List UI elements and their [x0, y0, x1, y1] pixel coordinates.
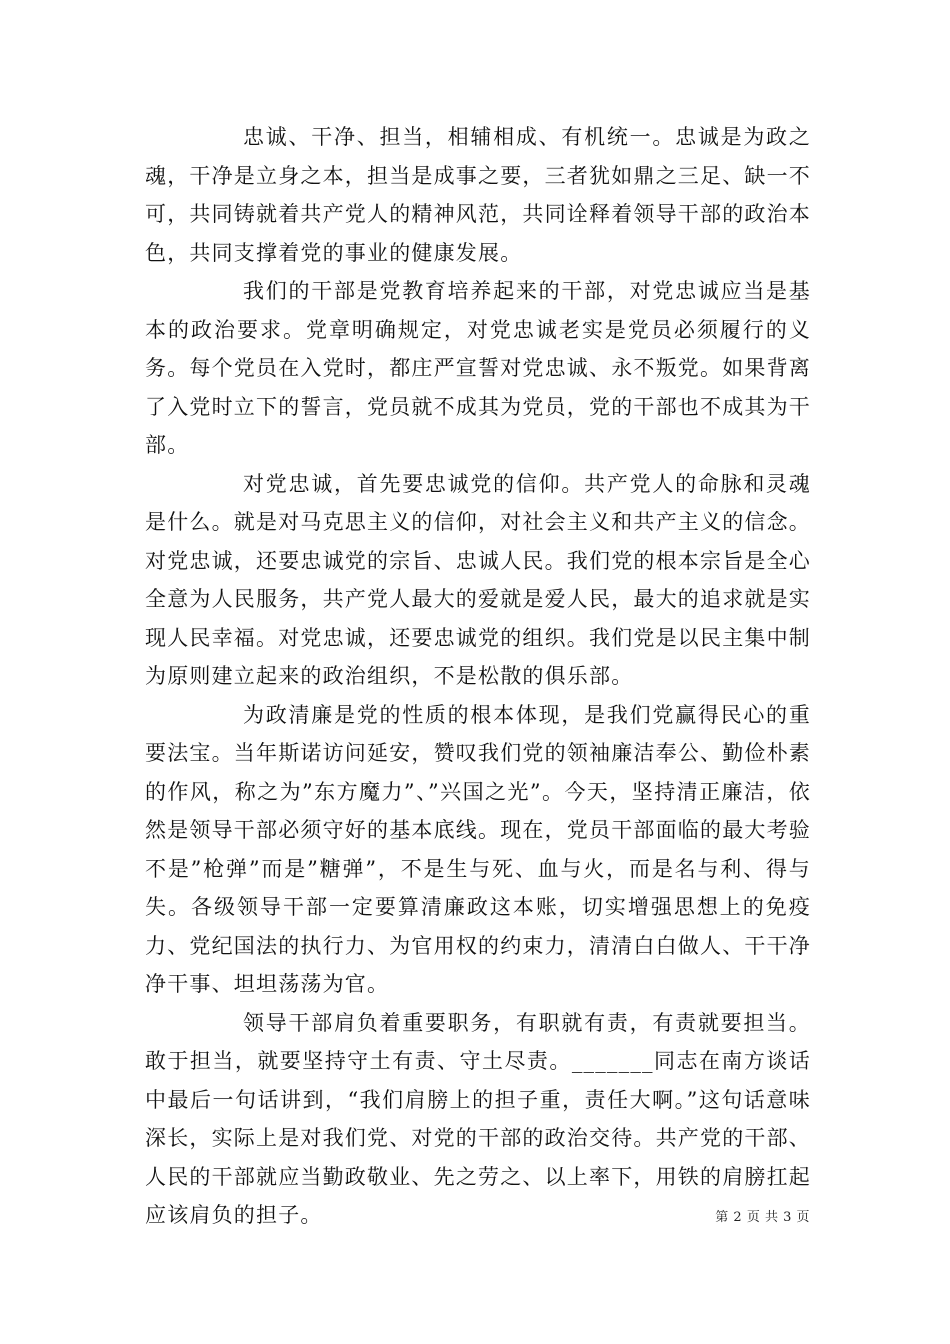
- page-number-footer: 第 2 页 共 3 页: [715, 1210, 810, 1225]
- paragraph-1: 忠诚、干净、担当，相辅相成、有机统一。忠诚是为政之魂，干净是立身之本，担当是成事之要，三者犹如鼎之三足、缺一不可，共同铸就着共产党人的精神风范，共同诠释着领导干部的政治本色，共同支撑着党的事业的健康发展。: [145, 125, 811, 265]
- paragraph-4: 为政清廉是党的性质的根本体现，是我们党赢得民心的重要法宝。当年斯诺访问延安，赞叹我们党的领袖廉洁奉公、勤俭朴素的作风，称之为”东方魔力”、”兴国之光”。今天，坚持清正廉洁，依然是领导干部必须守好的基本底线。现在，党员干部面临的最大考验不是”枪弹”而是”糖弹”，不是生与死、血与火，而是名与利、得与失。各级领导干部一定要算清廉政这本账，切实增强思想上的免疫力、党纪国法的执行力、为官用权的约束力，清清白白做人、干干净净干事、坦坦荡荡为官。: [145, 702, 811, 996]
- paragraph-2: 我们的干部是党教育培养起来的干部，对党忠诚应当是基本的政治要求。党章明确规定，对党忠诚老实是党员必须履行的义务。每个党员在入党时，都庄严宣誓对党忠诚、永不叛党。如果背离了入党时立下的誓言，党员就不成其为党员，党的干部也不成其为干部。: [145, 279, 811, 457]
- document-body: [145, 118, 811, 1235]
- paragraph-5: 领导干部肩负着重要职务，有职就有责，有责就要担当。敢于担当，就要坚持守土有责、守土尽责。_______同志在南方谈话中最后一句话讲到，“我们肩膀上的担子重，责任大啊。”这句话意味深长，实际上是对我们党、对党的干部的政治交待。共产党的干部、人民的干部就应当勤政敬业、先之劳之、以上率下，用铁的肩膀扛起应该肩负的担子。: [145, 1010, 811, 1227]
- paragraph-3: 对党忠诚，首先要忠诚党的信仰。共产党人的命脉和灵魂是什么。就是对马克思主义的信仰，对社会主义和共产主义的信念。对党忠诚，还要忠诚党的宗旨、忠诚人民。我们党的根本宗旨是全心全意为人民服务，共产党人最大的爱就是爱人民，最大的追求就是实现人民幸福。对党忠诚，还要忠诚党的组织。我们党是以民主集中制为原则建立起来的政治组织，不是松散的俱乐部。: [145, 471, 811, 688]
